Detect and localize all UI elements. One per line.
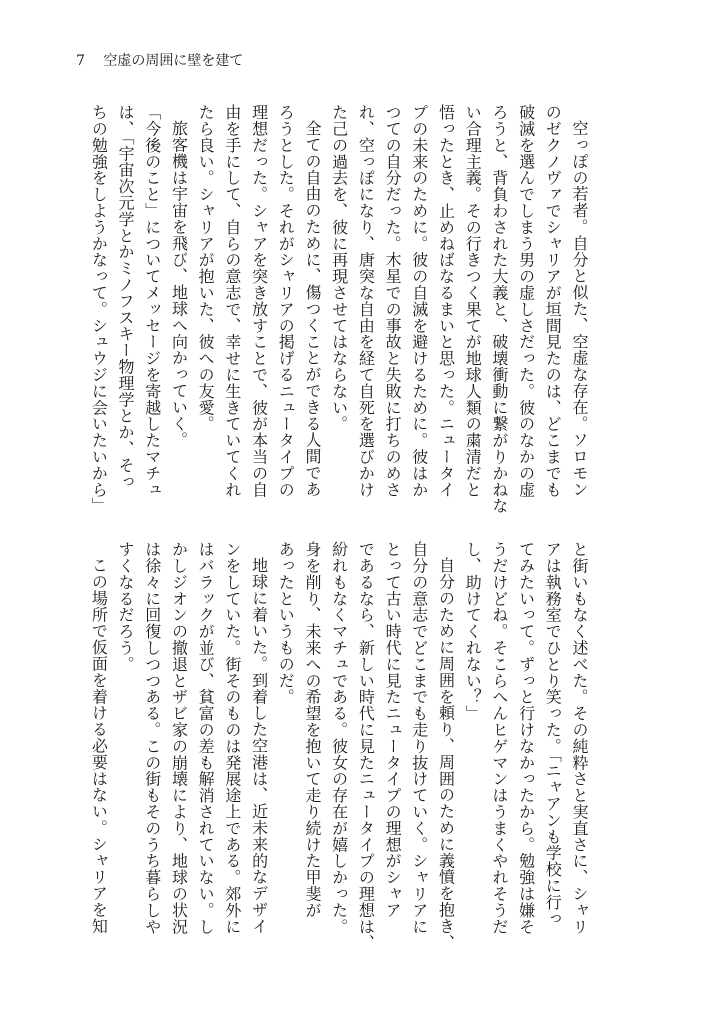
text-column: プの未来のために。彼の自滅を避けるために。彼はか xyxy=(409,104,429,498)
text-column: 地球に着いた。到着した空港は、近未来的なデザイ xyxy=(249,557,269,935)
text-column: と街いもなく述べた。その純粋さと実直さに、シャリ xyxy=(570,541,589,935)
text-column: この場所で仮面を着ける必要はない。シャリアを知 xyxy=(89,557,109,935)
chapter-title: 空虚の周囲に壁を建て xyxy=(103,53,244,69)
text-column: のゼクノヴァでシャリアが垣間見たのは、どこまでも xyxy=(543,104,563,498)
text-column: 由を手にして、自らの意志で、幸せに生きていてくれ xyxy=(222,104,242,498)
text-column: てみたいって。ずっと行けなかったから。勉強は嫌そ xyxy=(516,541,536,935)
text-column: 理想だった。シャアを突き放すことで、彼が本当の自 xyxy=(249,104,269,498)
text-column: 空っぽの若者。自分と似た、空虚な存在。ソロモン xyxy=(570,120,589,498)
text-column: し、助けてくれない？」 xyxy=(463,541,483,722)
lower-text-block xyxy=(84,541,592,956)
text-column: 破滅を選んでしまう男の虚しさだった。彼のなかの虚 xyxy=(516,104,536,498)
text-column: は、「宇宙次元学とかミノフスキー物理学とか、そっ xyxy=(116,104,136,490)
text-column: ろうとした。それがシャリアの掲げるニュータイプの xyxy=(276,104,296,498)
text-column: れ、空っぽになり、唐突な自由を経て自死を選びかけ xyxy=(356,104,376,498)
text-column: ちの勉強をしようかなって。シュウジに会いたいから」 xyxy=(89,104,109,514)
page-number: 7 xyxy=(76,53,85,69)
text-column: であるなら、新しい時代に見たニュータイプの理想は、 xyxy=(356,541,376,951)
text-column: 「今後のこと」についてメッセージを寄越したマチュ xyxy=(142,104,162,498)
text-column: すくなるだろう。 xyxy=(116,541,136,673)
text-column: あったというものだ。 xyxy=(276,541,296,705)
text-column: は徐々に回復しつつある。この街もそのうち暮らしや xyxy=(142,541,162,935)
text-column: かしジオンの撤退とザビ家の崩壊により、地球の状況 xyxy=(169,541,189,935)
text-column: 身を削り、未来への希望を抱いて走り続けた甲斐が xyxy=(302,541,322,919)
text-column: た己の過去を、彼に再現させてはならない。 xyxy=(329,104,349,432)
text-column: 悟ったとき、止めねばなるまいと思った。ニュータイ xyxy=(436,104,456,498)
text-column: 自分の意志でどこまでも走り抜けていく。シャリアに xyxy=(409,541,429,935)
text-column: 紛れもなくマチュである。彼女の存在が嬉しかった。 xyxy=(329,541,349,935)
text-column: ンをしていた。街そのものは発展途上である。郊外に xyxy=(222,541,242,935)
text-column: 旅客機は宇宙を飛び、地球へ向かっていく。 xyxy=(169,120,189,448)
text-column: アは執務室でひとり笑った。「ニャアンも学校に行っ xyxy=(543,541,563,927)
running-header xyxy=(76,50,243,70)
text-column: 全ての自由のために、傷つくことができる人間であ xyxy=(302,120,322,498)
upper-text-block xyxy=(84,104,592,519)
text-column: つての自分だった。木星での事故と失敗に打ちのめさ xyxy=(383,104,403,498)
text-column: うだけどね。そこらへんヒゲマンはうまくやれそうだ xyxy=(489,541,509,935)
text-column: 自分のために周囲を頼り、周囲のために義憤を抱き、 xyxy=(436,557,456,951)
text-column: い合理主義。その行きつく果てが地球人類の粛清だと xyxy=(463,104,483,498)
text-column: とって古い時代に見たニュータイプの理想がシャア xyxy=(383,541,403,919)
text-column: はバラックが並び、貧富の差も解消されていない。し xyxy=(196,541,216,935)
text-column: ろうと、背負わされた大義と、破壊衝動に繋がりかねな xyxy=(489,104,509,514)
text-column: たら良い。シャリアが抱いた、彼への友愛。 xyxy=(196,104,216,432)
